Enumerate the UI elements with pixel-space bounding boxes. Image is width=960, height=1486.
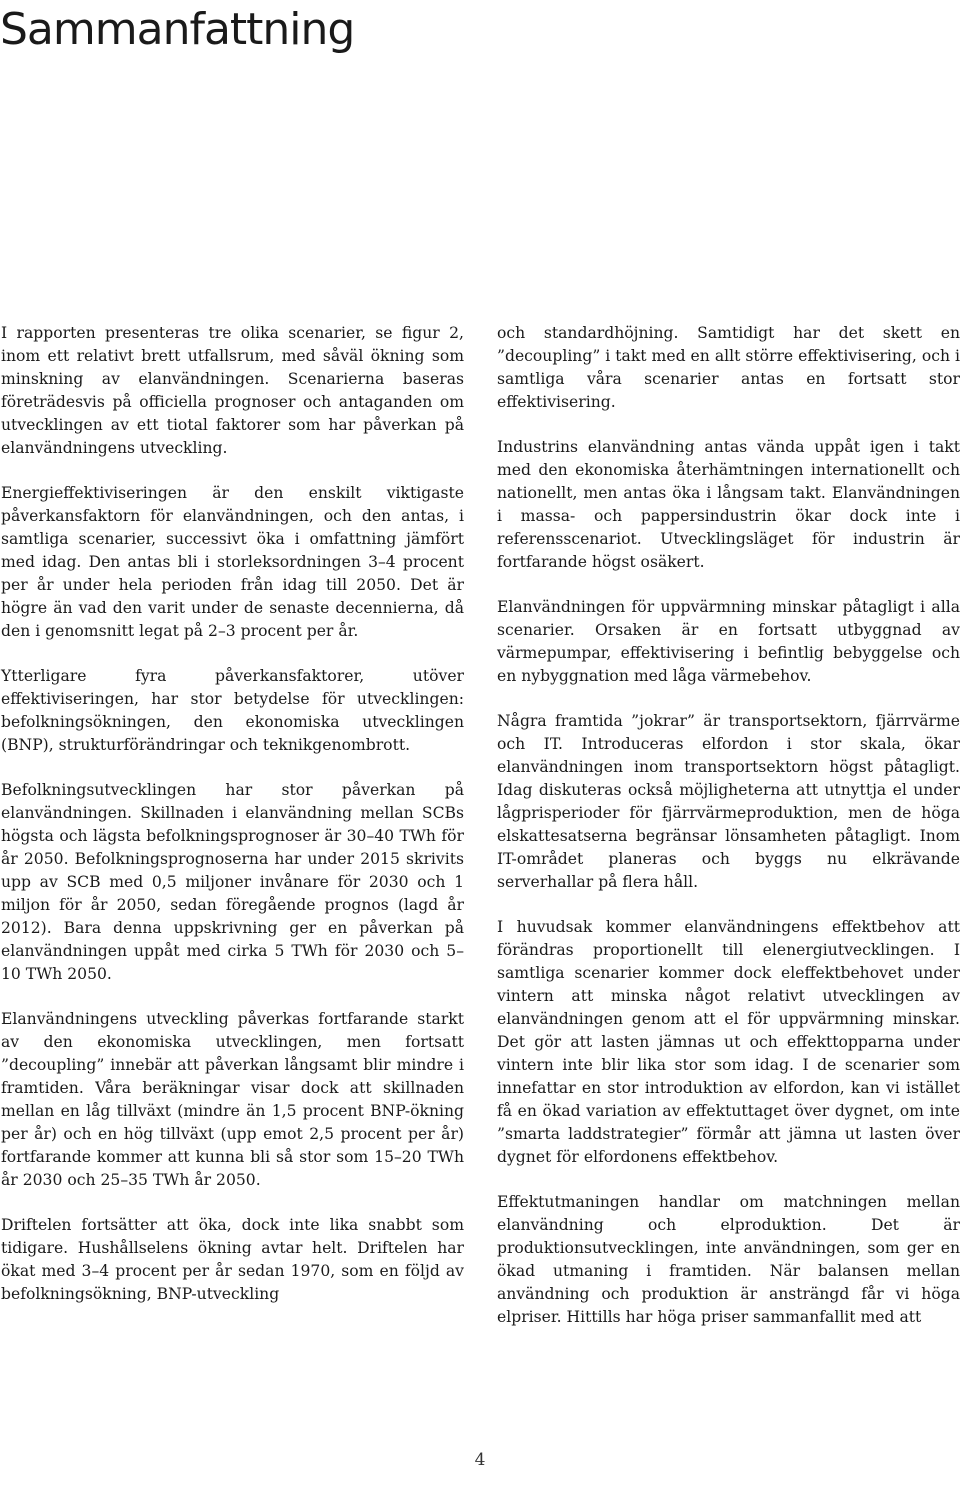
page-number: 4	[474, 1450, 486, 1470]
paragraph: och standardhöjning. Samtidigt har det skett en ”decoupling” i takt med en allt större effektivisering, och i samtliga våra scenarier antas en fortsatt stor effektivisering.	[497, 324, 960, 411]
paragraph: Driftelen fortsätter att öka, dock inte lika snabbt som tidigare. Hushållselens ökning avtar helt. Driftelen har ökat med 3–4 procent per år sedan 1970, som en följd av befolkningsökning, BNP-utveckling	[1, 1216, 464, 1303]
paragraph: Elanvändningen för uppvärmning minskar påtagligt i alla scenarier. Orsaken är en fortsatt utbyggnad av värmepumpar, effektivisering i befintlig bebyggelse och en nybyggnation med låga värmebehov.	[497, 598, 960, 685]
paragraph: Industrins elanvändning antas vända uppåt igen i takt med den ekonomiska återhämtningen internationellt och nationellt, men antas öka i långsam takt. Elanvändningen i massa- och pappersindustrin ökar dock inte i referensscenariot. Utvecklingsläget för industrin är fortfarande högst osäkert.	[497, 438, 960, 571]
paragraph: Effektutmaningen handlar om matchningen mellan elanvändning och elproduktion. Det är produktionsutvecklingen, inte användningen, som ger en ökad utmaning i framtiden. När balansen mellan användning och produktion är ansträngd får vi höga elpriser. Hittills har höga priser sammanfallit med att	[497, 1193, 960, 1326]
paragraph: I huvudsak kommer elanvändningens effektbehov att förändras proportionellt till elenergiutvecklingen. I samtliga scenarier kommer dock eleffektbehovet under vintern att minska något relativt utvecklingen av elanvändningen genom att el för uppvärmning minskar. Det gör att lasten jämnas ut och effekttopparna under vintern inte blir lika stor som idag. I de scenarier som innefattar en stor introduktion av elfordon, kan vi istället få en ökad variation av effektuttaget över dygnet, om inte ”smarta laddstrategier” förmår att jämna ut lasten över dygnet för elfordonens effektbehov.	[497, 918, 960, 1166]
paragraph: I rapporten presenteras tre olika scenarier, se figur 2, inom ett relativt brett utfallsrum, med såväl ökning som minskning av elanvändningen. Scenarierna baseras företrädesvis på officiella prognoser och antaganden om utvecklingen av ett tiotal faktorer som har påverkan på elanvändningens utveckling.	[1, 324, 464, 457]
paragraph: Energieffektiviseringen är den enskilt viktigaste påverkansfaktorn för elanvändningen, och den antas, i samtliga scenarier, successivt öka i omfattning jämfört med idag. Den antas bli i storleksordningen 3–4 procent per år under hela perioden från idag till 2050. Det är högre än vad den varit under de senaste decennierna, då den i genomsnitt legat på 2–3 procent per år.	[1, 484, 464, 640]
paragraph: Elanvändningens utveckling påverkas fortfarande starkt av den ekonomiska utvecklingen, men fortsatt ”decoupling” innebär att påverkan långsamt blir mindre i framtiden. Våra beräkningar visar dock att skillnaden mellan en låg tillväxt (mindre än 1,5 procent BNP-ökning per år) och en hög tillväxt (upp emot 2,5 procent per år) fortfarande kommer att kunna bli så stor som 15–20 TWh år 2030 och 25–35 TWh år 2050.	[1, 1010, 464, 1189]
paragraph: Ytterligare fyra påverkansfaktorer, utöver effektiviseringen, har stor betydelse för utvecklingen: befolkningsökningen, den ekonomiska utvecklingen (BNP), strukturförändringar och teknikgenombrott.	[1, 667, 464, 754]
left-column	[1, 322, 464, 1328]
paragraph: Några framtida ”jokrar” är transportsektorn, fjärrvärme och IT. Introduceras elfordon i stor skala, ökar elanvändningen inom transportsektorn högst påtagligt. Idag diskuteras också möjligheterna att utnyttja el under lågprisperioder för fjärrvärmeproduktion, men de höga elskattesatserna begränsar lönsamheten påtagligt. Inom IT-området planeras och byggs nu elkrävande serverhallar på flera håll.	[497, 712, 960, 891]
page-title: Sammanfattning	[0, 4, 355, 55]
paragraph: Befolkningsutvecklingen har stor påverkan på elanvändningen. Skillnaden i elanvändning mellan SCBs högsta och lägsta befolkningsprognoser är 30–40 TWh för år 2050. Befolkningsprognoserna har under 2015 skrivits upp av SCB med 0,5 miljoner invånare för 2030 och 1 miljon för år 2050, sedan föregående prognos (lagd år 2012). Bara denna uppskrivning ger en påverkan på elanvändningen uppåt med cirka 5 TWh för 2030 och 5–10 TWh 2050.	[1, 781, 464, 983]
right-column	[497, 322, 960, 1351]
